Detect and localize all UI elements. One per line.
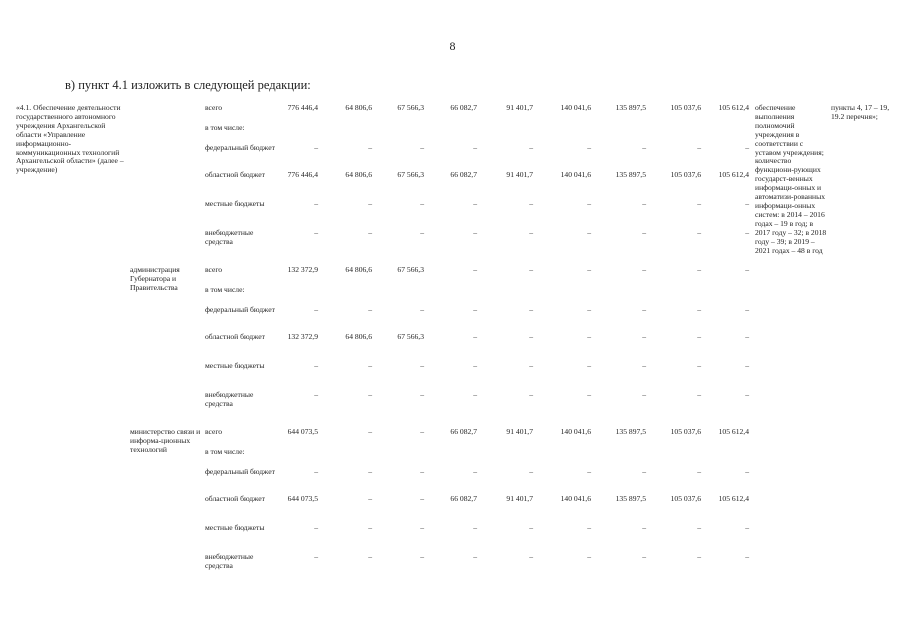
value-cell: – [473, 361, 477, 370]
value-cell: – [473, 332, 477, 341]
value-cell: – [529, 199, 533, 208]
value-cell: – [745, 199, 749, 208]
row-category: местные бюджеты [205, 523, 265, 532]
value-cell: – [745, 265, 749, 274]
value-cell: 105 612,4 [718, 103, 749, 112]
section-heading: в) пункт 4.1 изложить в следующей редакции: [65, 78, 311, 92]
value-cell: – [473, 390, 477, 399]
value-cell: – [587, 143, 591, 152]
value-cell: – [473, 228, 477, 237]
value-cell: – [368, 523, 372, 532]
value-cell: – [368, 390, 372, 399]
value-cell: – [529, 361, 533, 370]
row-category: внебюджетные средства [205, 552, 254, 570]
value-cell: 105 037,6 [670, 494, 701, 503]
goal-description: обеспечение выполнения полномочий учреждения в соответствии с уставом учреждения; количество функциони-рующих государст-венных информаци-онных и автоматизи-рованных информаци-онных систем: в 2014 – 2016 годах – 19 в год; в 2017 году – 32; в 2018 году – 39; в 2019 – 2021 годах – 48 в год [755, 103, 827, 255]
value-cell: 91 401,7 [506, 494, 533, 503]
value-cell: – [587, 552, 591, 561]
value-cell: – [745, 143, 749, 152]
value-cell: – [314, 467, 318, 476]
value-cell: – [420, 361, 424, 370]
value-cell: 105 037,6 [670, 170, 701, 179]
value-cell: – [745, 467, 749, 476]
value-cell: 91 401,7 [506, 103, 533, 112]
row-category: областной бюджет [205, 332, 265, 341]
row-category: федеральный бюджет [205, 467, 275, 476]
value-cell: 135 897,5 [615, 170, 646, 179]
value-cell: – [420, 199, 424, 208]
value-cell: – [642, 199, 646, 208]
value-cell: – [587, 390, 591, 399]
value-cell: – [368, 143, 372, 152]
value-cell: 135 897,5 [615, 427, 646, 436]
value-cell: – [745, 228, 749, 237]
value-cell: – [420, 427, 424, 436]
value-cell: – [473, 265, 477, 274]
value-cell: 67 566,3 [397, 332, 424, 341]
value-cell: – [368, 305, 372, 314]
org-name: министерство связи и информа-ционных технологий [130, 427, 201, 454]
value-cell: 105 037,6 [670, 427, 701, 436]
value-cell: – [745, 332, 749, 341]
row-category: федеральный бюджет [205, 305, 275, 314]
row-category: всего [205, 265, 223, 274]
value-cell: 105 612,4 [718, 170, 749, 179]
value-cell: 64 806,6 [345, 170, 372, 179]
measure-title: «4.1. Обеспечение деятельности государственного автономного учреждения Архангельской области «Управление информационно-коммуникационных технологий Архангельской области» (далее – учреждение) [16, 103, 124, 175]
value-cell: – [642, 361, 646, 370]
value-cell: – [587, 199, 591, 208]
value-cell: – [473, 305, 477, 314]
row-category: в том числе: [205, 285, 245, 294]
row-category: областной бюджет [205, 170, 265, 179]
value-cell: – [587, 523, 591, 532]
value-cell: – [587, 361, 591, 370]
value-cell: – [697, 199, 701, 208]
value-cell: 132 372,9 [287, 332, 318, 341]
value-cell: – [420, 494, 424, 503]
value-cell: – [642, 390, 646, 399]
value-cell: 140 041,6 [560, 427, 591, 436]
value-cell: – [642, 143, 646, 152]
value-cell: – [697, 523, 701, 532]
value-cell: 105 037,6 [670, 103, 701, 112]
value-cell: – [697, 305, 701, 314]
value-cell: 140 041,6 [560, 170, 591, 179]
value-cell: – [642, 265, 646, 274]
value-cell: – [697, 361, 701, 370]
value-cell: 140 041,6 [560, 103, 591, 112]
value-cell: – [697, 143, 701, 152]
value-cell: – [529, 552, 533, 561]
value-cell: – [642, 228, 646, 237]
value-cell: 66 082,7 [450, 427, 477, 436]
value-cell: – [642, 332, 646, 341]
value-cell: – [745, 361, 749, 370]
value-cell: 140 041,6 [560, 494, 591, 503]
value-cell: 644 073,5 [287, 494, 318, 503]
value-cell: – [745, 552, 749, 561]
value-cell: 91 401,7 [506, 427, 533, 436]
value-cell: – [587, 467, 591, 476]
value-cell: – [745, 523, 749, 532]
row-category: областной бюджет [205, 494, 265, 503]
value-cell: – [697, 390, 701, 399]
value-cell: – [642, 552, 646, 561]
value-cell: – [420, 467, 424, 476]
references: пункты 4, 17 – 19, 19.2 перечня»; [831, 103, 890, 121]
value-cell: – [368, 552, 372, 561]
value-cell: – [314, 390, 318, 399]
value-cell: – [314, 228, 318, 237]
value-cell: – [314, 361, 318, 370]
value-cell: – [368, 228, 372, 237]
value-cell: – [529, 143, 533, 152]
value-cell: 64 806,6 [345, 103, 372, 112]
value-cell: – [473, 467, 477, 476]
value-cell: – [420, 228, 424, 237]
value-cell: – [314, 199, 318, 208]
value-cell: 66 082,7 [450, 494, 477, 503]
value-cell: – [642, 467, 646, 476]
row-category: всего [205, 103, 223, 112]
value-cell: – [697, 228, 701, 237]
value-cell: – [420, 552, 424, 561]
value-cell: – [473, 523, 477, 532]
value-cell: 644 073,5 [287, 427, 318, 436]
value-cell: – [642, 523, 646, 532]
value-cell: – [314, 143, 318, 152]
value-cell: – [368, 199, 372, 208]
value-cell: – [697, 332, 701, 341]
value-cell: – [473, 199, 477, 208]
value-cell: – [368, 427, 372, 436]
row-category: местные бюджеты [205, 361, 265, 370]
value-cell: – [529, 390, 533, 399]
value-cell: – [697, 265, 701, 274]
value-cell: – [697, 467, 701, 476]
row-category: в том числе: [205, 123, 245, 132]
value-cell: – [529, 523, 533, 532]
value-cell: – [420, 390, 424, 399]
value-cell: 64 806,6 [345, 265, 372, 274]
value-cell: – [529, 305, 533, 314]
value-cell: – [473, 552, 477, 561]
value-cell: – [420, 523, 424, 532]
value-cell: – [529, 265, 533, 274]
row-category: в том числе: [205, 447, 245, 456]
value-cell: 776 446,4 [287, 170, 318, 179]
value-cell: – [314, 305, 318, 314]
value-cell: 67 566,3 [397, 170, 424, 179]
value-cell: – [745, 390, 749, 399]
row-category: внебюджетные средства [205, 390, 254, 408]
value-cell: 67 566,3 [397, 265, 424, 274]
org-name: администрация Губернатора и Правительства [130, 265, 180, 292]
value-cell: – [368, 494, 372, 503]
value-cell: – [642, 305, 646, 314]
value-cell: 105 612,4 [718, 494, 749, 503]
page-number: 8 [449, 39, 456, 53]
value-cell: – [368, 361, 372, 370]
value-cell: 776 446,4 [287, 103, 318, 112]
value-cell: 66 082,7 [450, 170, 477, 179]
value-cell: – [368, 467, 372, 476]
value-cell: 105 612,4 [718, 427, 749, 436]
value-cell: – [697, 552, 701, 561]
value-cell: 135 897,5 [615, 103, 646, 112]
value-cell: – [587, 332, 591, 341]
value-cell: 132 372,9 [287, 265, 318, 274]
value-cell: – [587, 265, 591, 274]
value-cell: – [529, 228, 533, 237]
value-cell: 135 897,5 [615, 494, 646, 503]
value-cell: – [587, 305, 591, 314]
value-cell: – [420, 143, 424, 152]
value-cell: – [587, 228, 591, 237]
value-cell: 64 806,6 [345, 332, 372, 341]
row-category: всего [205, 427, 223, 436]
value-cell: 91 401,7 [506, 170, 533, 179]
value-cell: – [529, 332, 533, 341]
value-cell: – [314, 552, 318, 561]
value-cell: – [314, 523, 318, 532]
value-cell: – [745, 305, 749, 314]
value-cell: 66 082,7 [450, 103, 477, 112]
row-category: внебюджетные средства [205, 228, 254, 246]
value-cell: – [420, 305, 424, 314]
row-category: федеральный бюджет [205, 143, 275, 152]
value-cell: 67 566,3 [397, 103, 424, 112]
value-cell: – [529, 467, 533, 476]
row-category: местные бюджеты [205, 199, 265, 208]
value-cell: – [473, 143, 477, 152]
